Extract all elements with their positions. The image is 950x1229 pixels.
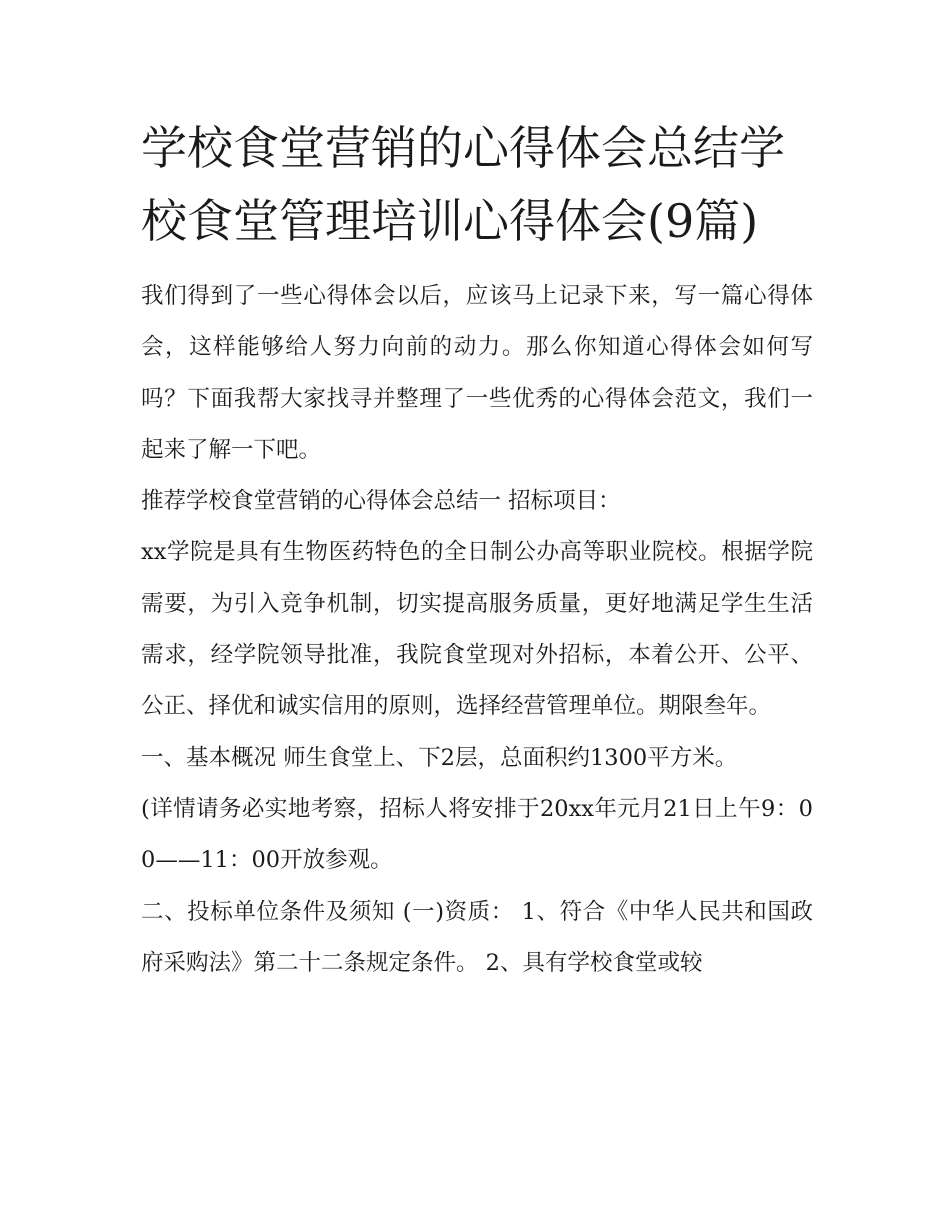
paragraph-visit-details: (详情请务必实地考察，招标人将安排于20xx年元月21日上午9：00——11：00开放参观。 <box>141 795 813 874</box>
document-title: 学校食堂营销的心得体会总结学校食堂管理培训心得体会(9篇) <box>141 121 785 248</box>
paragraph-bidder-conditions: 二、投标单位条件及须知 (一)资质： 1、符合《中华人民共和国政府采购法》第二十二条规定条件。 2、具有学校食堂或较 <box>141 898 813 976</box>
paragraph-heading-recommend: 推荐学校食堂营销的心得体会总结一 招标项目： <box>141 488 621 515</box>
paragraph-college-info: xx学院是具有生物医药特色的全日制公办高等职业院校。根据学院需要，为引入竞争机制，切实提高服务质量，更好地满足学生生活需求，经学院领导批准，我院食堂现对外招标，本着公开、公平、公正、择优和诚实信用的原则，选择经营管理单位。期限叁年。 <box>141 539 813 720</box>
document-page <box>141 112 813 989</box>
paragraph-basic-overview: 一、基本概况 师生食堂上、下2层，总面积约1300平方米。 <box>141 744 738 771</box>
paragraph-intro: 我们得到了一些心得体会以后，应该马上记录下来，写一篇心得体会，这样能够给人努力向前的动力。那么你知道心得体会如何写吗？下面我帮大家找寻并整理了一些优秀的心得体会范文，我们一起来了解一下吧。 <box>141 283 813 463</box>
document-body <box>141 271 813 989</box>
